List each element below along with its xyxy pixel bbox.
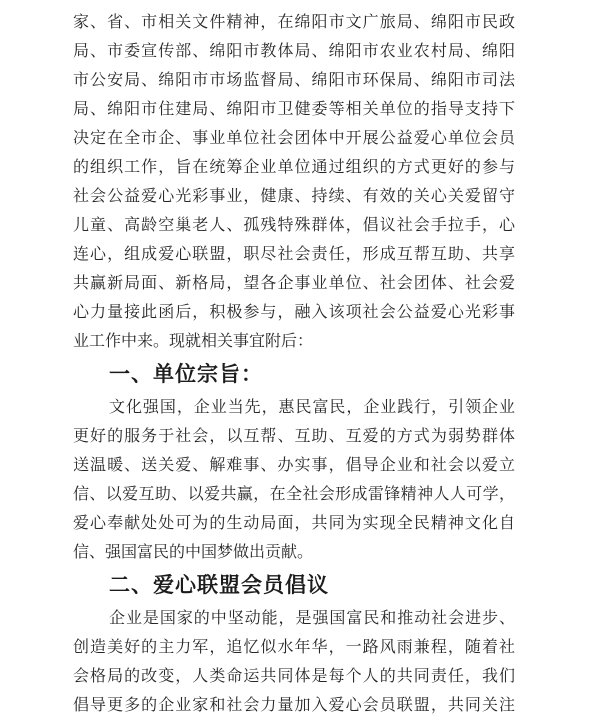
section-heading: 一、单位宗旨： [109, 363, 263, 386]
text-line: 爱心奉献处处可为的生动局面，共同为实现全民精神文化自 [73, 515, 515, 532]
text-line: 儿童、高龄空巢老人、孤残特殊群体，倡议社会手拉手，心 [73, 217, 515, 234]
text-line: 决定在全市企、事业单位社会团体中开展公益爱心单位会员 [73, 130, 515, 147]
text-line: 社会公益爱心光彩事业，健康、持续、有效的关心关爱留守 [73, 188, 515, 205]
section-heading: 二、爱心联盟会员倡议 [109, 574, 329, 597]
text-line: 业工作中来。现就相关事宜附后： [73, 333, 314, 350]
text-line: 共赢新局面、新格局，望各企事业单位、社会团体、社会爱 [73, 275, 515, 292]
text-line: 更好的服务于社会，以互帮、互助、互爱的方式为弱势群体 [73, 428, 515, 445]
text-line: 局、绵阳市住建局、绵阳市卫健委等相关单位的指导支持下 [73, 101, 515, 118]
text-line: 家、省、市相关文件精神，在绵阳市文广旅局、绵阳市民政 [73, 14, 515, 31]
text-line: 创造美好的主力军，追忆似水年华，一路风雨兼程，随着社 [73, 639, 515, 656]
text-line: 局、市委宣传部、绵阳市教体局、绵阳市农业农村局、绵阳 [73, 43, 515, 60]
text-line: 信、强国富民的中国梦做出贡献。 [73, 544, 314, 561]
text-line: 企业是国家的中坚动能，是强国富民和推动社会进步、 [109, 610, 515, 627]
text-line: 连心，组成爱心联盟，职尽社会责任，形成互帮互助、共享 [73, 246, 515, 263]
text-line: 的组织工作，旨在统筹企业单位通过组织的方式更好的参与 [73, 159, 515, 176]
text-line: 送温暖、送关爱、解难事、办实事，倡导企业和社会以爱立 [73, 457, 515, 474]
text-line: 倡导更多的企业家和社会力量加入爱心会员联盟，共同关注 [73, 697, 515, 714]
text-line: 信、以爱互助、以爱共赢，在全社会形成雷锋精神人人可学， [73, 486, 515, 503]
text-line: 心力量接此函后，积极参与，融入该项社会公益爱心光彩事 [73, 304, 515, 321]
text-line: 市公安局、绵阳市市场监督局、绵阳市环保局、绵阳市司法 [73, 72, 515, 89]
text-line: 会格局的改变，人类命运共同体是每个人的共同责任，我们 [73, 668, 515, 685]
text-line: 文化强国，企业当先，惠民富民，企业践行，引领企业 [109, 399, 515, 416]
document-body [73, 8, 515, 714]
